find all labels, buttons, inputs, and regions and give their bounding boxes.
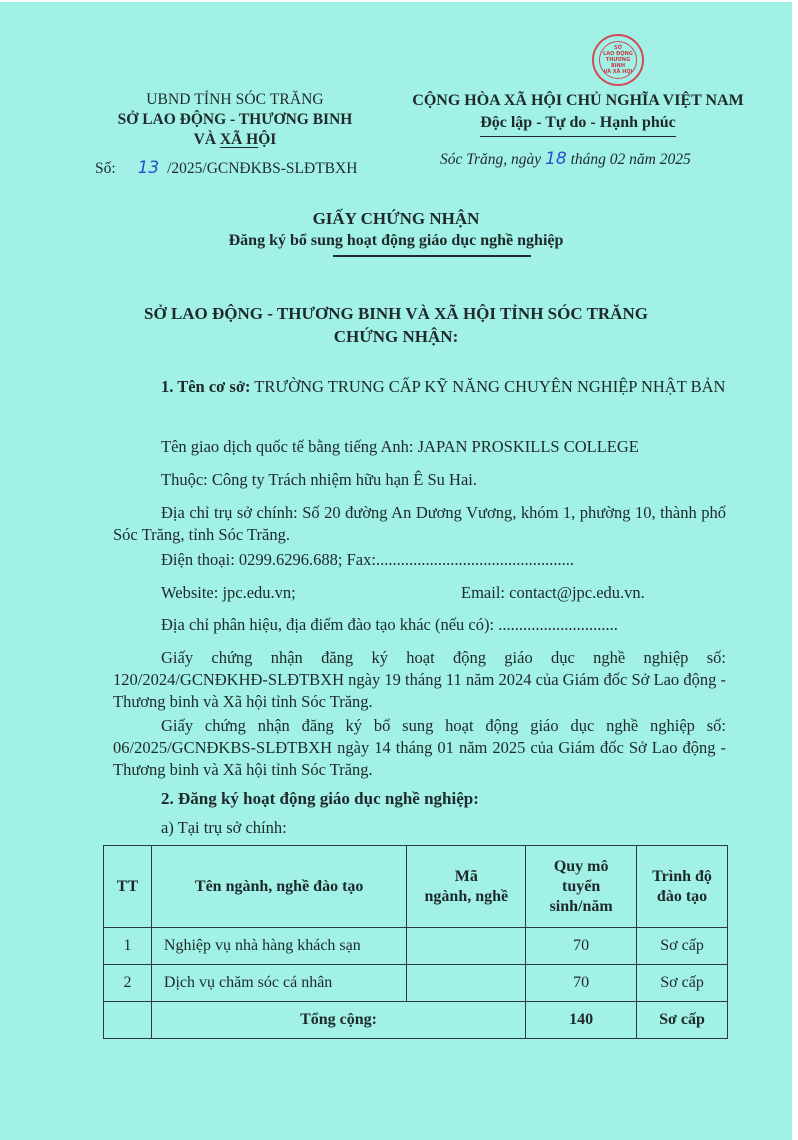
header-text: Mã	[454, 867, 478, 885]
document-title: GIẤY CHỨNG NHẬN	[312, 209, 480, 228]
department-text: VÀ	[193, 131, 220, 148]
subtitle-underline	[333, 255, 531, 257]
header-program-code	[407, 846, 526, 928]
cell-level: Sơ cấp	[637, 965, 728, 1002]
total-label: Tổng cộng:	[151, 1002, 525, 1039]
cell-tt: 1	[104, 928, 152, 965]
certifies-label: CHỨNG NHẬN:	[333, 327, 459, 346]
cell-enrollment: 70	[526, 928, 637, 965]
date-suffix: tháng 02 năm 2025	[566, 151, 691, 168]
email: Email: contact@jpc.edu.vn.	[461, 583, 645, 602]
stamp-text: LAO ĐỘNG	[603, 51, 633, 57]
number-suffix: /2025/GCNĐKBS-SLĐTBXH	[167, 160, 358, 177]
handwritten-number: 13	[137, 158, 160, 178]
certifying-authority: SỞ LAO ĐỘNG - THƯƠNG BINH VÀ XÃ HỘI TỈNH SÓC TRĂNG	[144, 304, 648, 323]
number-label: Số:	[95, 160, 116, 177]
cell-empty	[104, 1002, 152, 1039]
header-enrollment	[526, 846, 637, 928]
national-motto: Độc lập - Tự do - Hạnh phúc	[480, 112, 676, 137]
official-stamp	[592, 34, 644, 86]
country-name: CỘNG HÒA XÃ HỘI CHỦ NGHĨA VIỆT NAM	[412, 92, 744, 109]
header-text: Trình độ	[652, 867, 712, 885]
institution-name	[113, 376, 726, 398]
original-certificate: Giấy chứng nhận đăng ký hoạt động giáo dục nghề nghiệp số: 120/2024/GCNĐKHĐ-SLĐTBXH ngày 19 tháng 11 năm 2024 của Giám đốc Sở Lao động - Thương binh và Xã hội tỉnh Sóc Trăng.	[113, 648, 726, 711]
cell-level: Sơ cấp	[637, 928, 728, 965]
section2-heading: 2. Đăng ký hoạt động giáo dục nghề nghiệp:	[161, 789, 479, 808]
header-tt: TT	[104, 846, 152, 928]
header-text: Quy mô	[553, 857, 609, 875]
department-text: ỘI	[258, 131, 277, 148]
supplementary-certificate: Giấy chứng nhận đăng ký bổ sung hoạt động giáo dục nghề nghiệp số: 06/2025/GCNĐKBS-SLĐTBXH ngày 14 tháng 01 năm 2025 của Giám đốc Sở Lao động - Thương binh và Xã hội tỉnh Sóc Trăng.	[113, 716, 726, 779]
table-row	[104, 965, 728, 1002]
national-header-block	[388, 90, 768, 137]
date-prefix: Sóc Trăng, ngày	[440, 151, 546, 168]
department-text-underlined: XÃ H	[219, 131, 259, 148]
issue-date	[440, 149, 691, 169]
document-number	[95, 158, 357, 178]
header-text: tuyển	[562, 877, 601, 895]
owner: Thuộc: Công ty Trách nhiệm hữu hạn Ê Su Hai.	[161, 470, 478, 489]
institution-name-value: TRƯỜNG TRUNG CẤP KỸ NĂNG CHUYÊN NGHIỆP NHẬT BẢN	[250, 377, 726, 396]
head-office-address: Địa chỉ trụ sở chính: Số 20 đường An Dương Vương, khóm 1, phường 10, thành phố Sóc Trăng, tỉnh Sóc Trăng.	[113, 503, 726, 544]
header-text: đào tạo	[656, 887, 708, 905]
training-programs-table	[103, 845, 728, 1039]
header-text: ngành, nghề	[424, 887, 509, 905]
handwritten-day: 18	[545, 149, 567, 169]
english-name: Tên giao dịch quốc tế bằng tiếng Anh: JAPAN PROSKILLS COLLEGE	[161, 437, 639, 456]
header-text: sinh/năm	[549, 897, 613, 915]
cell-tt: 2	[104, 965, 152, 1002]
issuing-authority-block	[95, 90, 375, 150]
department-name-line1: SỞ LAO ĐỘNG - THƯƠNG BINH	[117, 111, 353, 128]
stamp-text: VÀ XÃ HỘI	[603, 69, 633, 75]
total-enrollment: 140	[526, 1002, 637, 1039]
cell-program-name: Nghiệp vụ nhà hàng khách sạn	[151, 928, 406, 965]
document-subtitle: Đăng ký bổ sung hoạt động giáo dục nghề nghiệp	[228, 232, 564, 249]
table-total-row	[104, 1002, 728, 1039]
table-row	[104, 928, 728, 965]
total-level: Sơ cấp	[637, 1002, 728, 1039]
stamp-text: THƯƠNG BINH	[605, 57, 631, 69]
cell-program-code	[407, 965, 526, 1002]
header-level	[637, 846, 728, 928]
phone-fax: Điện thoại: 0299.6296.688; Fax:................................................	[161, 550, 574, 569]
authority-name: UBND TỈNH SÓC TRĂNG	[146, 91, 324, 108]
cell-program-name: Dịch vụ chăm sóc cá nhân	[151, 965, 406, 1002]
section2-subheading: a) Tại trụ sở chính:	[161, 818, 287, 837]
stamp-text: SỞ	[614, 45, 622, 51]
section1-label: 1. Tên cơ sở:	[161, 377, 251, 396]
cell-enrollment: 70	[526, 965, 637, 1002]
branch-address: Địa chỉ phân hiệu, địa điểm đào tạo khác (nếu có): .............................	[161, 615, 618, 634]
website: Website: jpc.edu.vn;	[161, 583, 296, 602]
cell-program-code	[407, 928, 526, 965]
stamp-seal-icon	[599, 41, 637, 79]
table-header-row	[104, 846, 728, 928]
header-program-name: Tên ngành, nghề đào tạo	[151, 846, 406, 928]
document-page	[0, 2, 792, 1140]
department-name-line2	[95, 130, 375, 150]
contact-line	[113, 582, 726, 604]
